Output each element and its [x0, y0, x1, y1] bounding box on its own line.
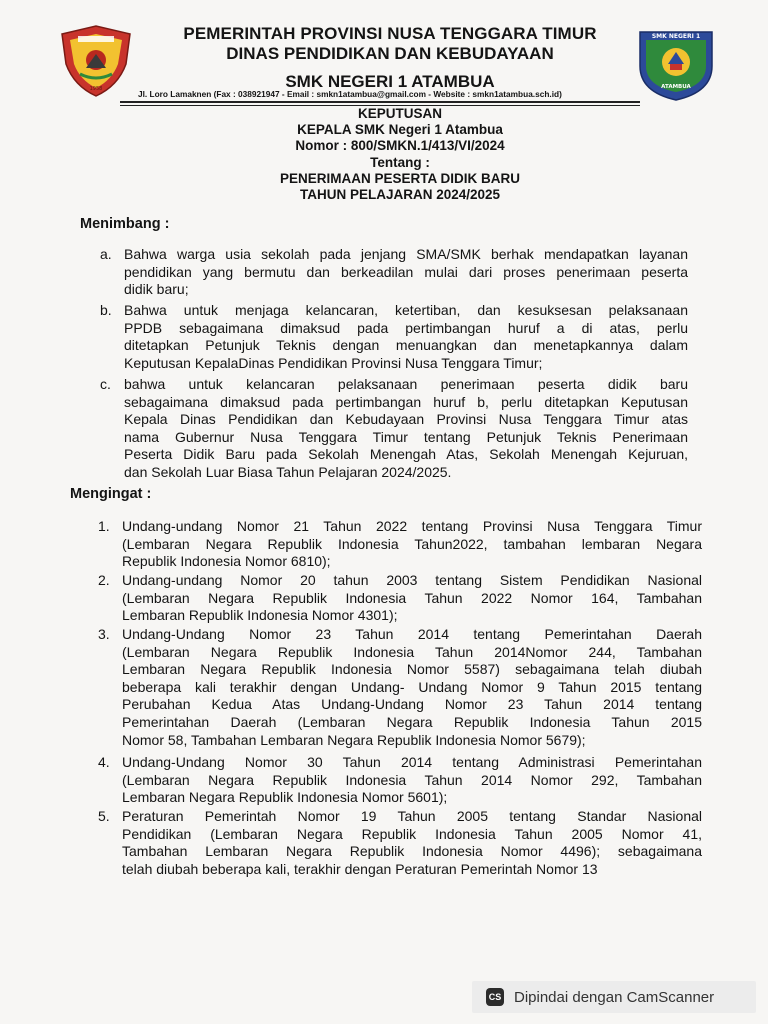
- school-address: Jl. Loro Lamaknen (Fax : 038921947 - Email : smkn1atambua@gmail.com - Website : smkn1atambua.sch.id): [138, 89, 562, 99]
- menimbang-item-line: dan Sekolah Luar Biasa Tahun Pelajaran 2024/2025.: [124, 464, 452, 480]
- mengingat-item-line: Undang-Undang Nomor 30 Tahun 2014 tentang Administrasi Pemerintahan: [122, 754, 702, 770]
- school-emblem-top-text: SMK NEGERI 1: [651, 33, 701, 40]
- mengingat-item-line: Perubahan Kedua Atas Undang-Undang Nomor 23 Tahun 2014 tentang: [122, 696, 702, 713]
- mengingat-item-line: (Lembaran Negara Republik Indonesia Tahun 2014Nomor 244, Tambahan: [122, 643, 702, 660]
- mengingat-item-line: (Lembaran Negara Republik Indonesia Tahun 2014 Nomor 292, Tambahan: [122, 771, 702, 788]
- mengingat-heading: Mengingat :: [70, 486, 152, 502]
- menimbang-item-line: PPDB sebagaimana dimaksud pada pertimbangan huruf a di atas, perlu: [124, 319, 688, 336]
- school-emblem-icon: [636, 26, 716, 102]
- title-kepala: KEPALA SMK Negeri 1 Atambua: [297, 122, 503, 138]
- svg-text:1958: 1958: [89, 86, 103, 92]
- mengingat-item-line: Pemerintahan Daerah (Lembaran Negara Republik Indonesia Tahun 2015: [122, 714, 702, 730]
- menimbang-item-line: Peserta Didik Baru pada Sekolah Menengah Atas, Sekolah Menengah Kejuruan,: [124, 446, 688, 463]
- menimbang-item-line: Kepala Dinas Pendidikan dan Kebudayaan Provinsi Nusa Tenggara Timur atas: [124, 411, 688, 428]
- title-tentang: Tentang :: [370, 154, 430, 170]
- menimbang-item-line: Bahwa untuk menjaga kelancaran, ketertiban, dan kesuksesan pelaksanaan: [124, 302, 688, 318]
- camscanner-icon: CS: [486, 988, 504, 1006]
- mengingat-item-line: Peraturan Pemerintah Nomor 19 Tahun 2005 tentang Standar Nasional: [122, 808, 702, 824]
- title-subject: PENERIMAAN PESERTA DIDIK BARU: [279, 170, 520, 186]
- letterhead-divider-thick: [120, 101, 640, 103]
- camscanner-watermark: [472, 981, 756, 1013]
- mengingat-item-marker: 1.: [98, 518, 110, 534]
- mengingat-item-line: Pendidikan (Lembaran Negara Republik Indonesia Tahun 2005 Nomor 41,: [122, 825, 702, 842]
- government-name: PEMERINTAH PROVINSI NUSA TENGGARA TIMUR: [183, 24, 597, 43]
- menimbang-item-line: sebagaimana dimaksud pada pertimbangan huruf b, perlu ditetapkan Keputusan: [124, 393, 688, 410]
- letterhead: [120, 24, 660, 92]
- menimbang-item-marker: a.: [100, 246, 112, 262]
- menimbang-item-line: bahwa untuk kelancaran pelaksanaan penerimaan peserta didik baru: [124, 376, 688, 392]
- menimbang-item-line: didik baru;: [124, 281, 189, 298]
- title-nomor: Nomor : 800/SMKN.1/413/VI/2024: [295, 138, 505, 154]
- mengingat-item-line: Undang-undang Nomor 20 tahun 2003 tentang Sistem Pendidikan Nasional: [122, 572, 702, 588]
- mengingat-item-line: Tambahan Lembaran Negara Republik Indonesia Nomor 4496); sebagaimana: [122, 843, 702, 860]
- menimbang-item-marker: b.: [100, 302, 112, 318]
- mengingat-item-line: Undang-Undang Nomor 23 Tahun 2014 tentang Pemerintahan Daerah: [122, 626, 702, 642]
- menimbang-item-line: ditetapkan Petunjuk Teknis dengan menuangkan dan menetapkannya dalam: [124, 337, 688, 354]
- mengingat-item-line: Republik Indonesia Nomor 6810);: [122, 553, 331, 570]
- mengingat-item-line: Undang-undang Nomor 21 Tahun 2022 tentang Provinsi Nusa Tenggara Timur: [122, 518, 702, 534]
- mengingat-item-marker: 3.: [98, 626, 110, 642]
- mengingat-item-marker: 5.: [98, 808, 110, 824]
- decree-title: [180, 106, 620, 203]
- school-emblem-bottom-text: ATAMBUA: [661, 84, 691, 90]
- camscanner-label: Dipindai dengan CamScanner: [514, 988, 715, 1006]
- mengingat-item-marker: 4.: [98, 754, 110, 770]
- mengingat-item-line: Lembaran Negara Republik Indonesia Nomor 5587) sebagaimana telah diubah: [122, 661, 702, 678]
- menimbang-heading: Menimbang :: [80, 216, 170, 232]
- mengingat-item-line: (Lembaran Negara Republik Indonesia Tahun2022, tambahan lembaran Negara: [122, 535, 702, 552]
- mengingat-item-line: telah diubah beberapa kali, terakhir dengan Peraturan Pemerintah Nomor 13: [122, 860, 598, 877]
- title-keputusan: KEPUTUSAN: [357, 106, 442, 121]
- school-name: SMK NEGERI 1 ATAMBUA: [285, 72, 495, 91]
- mengingat-item-line: beberapa kali terakhir dengan Undang- Undang Nomor 9 Tahun 2015 tentang: [122, 678, 702, 695]
- title-year: TAHUN PELAJARAN 2024/2025: [299, 187, 501, 203]
- mengingat-item-line: (Lembaran Negara Republik Indonesia Tahun 2022 Nomor 164, Tambahan: [122, 589, 702, 606]
- mengingat-item-marker: 2.: [98, 572, 110, 588]
- mengingat-item-line: Lembaran Negara Republik Indonesia Nomor 5601);: [122, 789, 448, 806]
- menimbang-item-line: pendidikan yang bermutu dan berkeadilan mulai dari proses penerimaan peserta: [124, 263, 688, 280]
- mengingat-item-line: Lembaran Republik Indonesia Nomor 4301);: [122, 607, 398, 624]
- menimbang-item-line: Bahwa warga usia sekolah pada jenjang SMA/SMK berhak mendapatkan layanan: [124, 246, 688, 262]
- department-name: DINAS PENDIDIKAN DAN KEBUDAYAAN: [226, 44, 554, 63]
- menimbang-item-line: Keputusan KepalaDinas Pendidikan Provinsi Nusa Tenggara Timur;: [124, 354, 543, 371]
- mengingat-item-line: Nomor 58, Tambahan Lembaran Negara Republik Indonesia Nomor 5679);: [122, 731, 586, 748]
- menimbang-item-marker: c.: [100, 376, 111, 392]
- menimbang-item-line: nama Gubernur Nusa Tenggara Timur tentang Petunjuk Teknis Penerimaan: [124, 428, 688, 445]
